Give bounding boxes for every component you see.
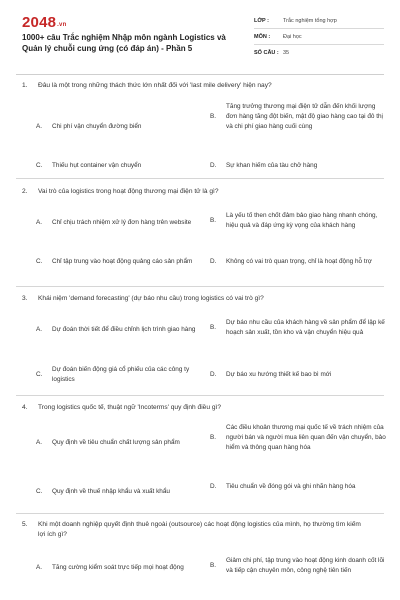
class-label: LỚP :	[254, 17, 269, 24]
option-text: Chi phí vận chuyển đường biển	[52, 123, 142, 130]
class-value: Trắc nghiệm tổng hợp	[283, 17, 337, 24]
option-letter: A.	[36, 219, 43, 226]
option-letter: B.	[210, 324, 217, 331]
logo-main: 2048	[22, 14, 57, 31]
option-letter: C.	[36, 488, 43, 495]
document-header	[0, 0, 400, 76]
question-3	[22, 294, 367, 304]
option-d[interactable]	[210, 482, 388, 492]
option-a[interactable]	[36, 438, 207, 448]
option-text: Giảm chi phí, tập trung vào hoạt động kinh doanh cốt lõi và tiếp cận chuyên môn, công nghệ tiên tiến	[226, 557, 385, 574]
option-c[interactable]	[36, 487, 207, 497]
option-letter: A.	[36, 564, 43, 571]
subject-label: MÔN :	[254, 33, 271, 40]
option-a[interactable]	[36, 218, 207, 228]
question-divider	[16, 395, 384, 396]
option-letter: C.	[36, 258, 43, 265]
meta-row-subject	[254, 29, 384, 45]
count-label: SỐ CÂU :	[254, 50, 279, 56]
option-text: Các điều khoản thương mại quốc tế về trách nhiệm của người bán và người mua liên quan đến vận chuyển, bảo hiểm và thông quan hàng hóa	[226, 424, 386, 451]
question-text: Vai trò của logistics trong hoạt động thương mại điện tử là gì?	[38, 188, 219, 195]
question-5	[22, 520, 367, 540]
option-letter: D.	[210, 371, 217, 378]
option-letter: C.	[36, 162, 43, 169]
option-text: Không có vai trò quan trọng, chỉ là hoạt động hỗ trợ	[226, 258, 372, 265]
option-c[interactable]	[36, 161, 207, 171]
logo[interactable]	[22, 14, 66, 31]
option-text: Là yếu tố then chốt đảm bảo giao hàng nhanh chóng, hiệu quả và đáp ứng kỳ vọng của khách hàng	[226, 212, 378, 229]
question-number: 1.	[22, 82, 28, 89]
option-text: Tăng trưởng thương mại điện tử dẫn đến khối lượng đơn hàng tăng đột biến, mật độ giao hàng cao tại đô thị và chi phí giao hàng cuối cùng	[226, 103, 383, 130]
count-value: 35	[283, 50, 290, 56]
option-b[interactable]	[210, 556, 388, 576]
option-b[interactable]	[210, 211, 388, 231]
meta-table	[254, 13, 384, 61]
option-text: Dự đoán thời tiết để điều chỉnh lịch trình giao hàng	[52, 326, 196, 333]
option-letter: C.	[36, 371, 43, 378]
option-letter: D.	[210, 258, 217, 265]
option-letter: A.	[36, 326, 43, 333]
option-text: Chỉ chịu trách nhiệm xử lý đơn hàng trên website	[52, 219, 192, 226]
question-divider	[16, 178, 384, 179]
header-divider	[16, 74, 384, 75]
question-2	[22, 187, 367, 197]
option-text: Tăng cường kiểm soát trực tiếp mọi hoạt động	[52, 564, 184, 571]
option-d[interactable]	[210, 257, 388, 267]
option-letter: B.	[210, 113, 217, 120]
option-c[interactable]	[36, 257, 207, 267]
question-text: Khái niệm 'demand forecasting' (dự báo nhu cầu) trong logistics có vai trò gì?	[38, 295, 264, 302]
option-b[interactable]	[210, 102, 388, 132]
option-c[interactable]	[36, 365, 207, 385]
question-number: 5.	[22, 521, 28, 528]
question-number: 4.	[22, 404, 28, 411]
option-letter: D.	[210, 162, 217, 169]
question-text: Đâu là một trong những thách thức lớn nhất đối với 'last mile delivery' hiện nay?	[38, 82, 272, 89]
option-text: Quy định về thuế nhập khẩu và xuất khẩu	[52, 488, 170, 495]
option-text: Dự báo nhu cầu của khách hàng về sản phẩm để lập kế hoạch sản xuất, tồn kho và vận chuyển hiệu quả	[226, 319, 385, 336]
option-letter: A.	[36, 123, 43, 130]
option-text: Dự báo xu hướng thiết kế bao bì mới	[226, 371, 332, 378]
option-a[interactable]	[36, 325, 207, 335]
question-divider	[16, 286, 384, 287]
question-1	[22, 81, 367, 91]
option-letter: B.	[210, 562, 217, 569]
question-4	[22, 403, 367, 413]
option-d[interactable]	[210, 370, 388, 380]
logo-tld: .vn	[57, 22, 67, 28]
option-letter: B.	[210, 434, 217, 441]
option-letter: B.	[210, 217, 217, 224]
meta-row-class	[254, 13, 384, 29]
meta-row-count	[254, 45, 384, 61]
option-a[interactable]	[36, 122, 207, 132]
option-text: Quy định về tiêu chuẩn chất lượng sản phẩm	[52, 439, 180, 446]
option-text: Dự đoán biến động giá cổ phiếu của các công ty logistics	[52, 366, 190, 383]
option-a[interactable]	[36, 563, 207, 573]
document-title: 1000+ câu Trắc nghiệm Nhập môn ngành Logistics và Quản lý chuỗi cung ứng (có đáp án) - Phần 5	[22, 33, 226, 53]
question-text: Trong logistics quốc tế, thuật ngữ 'Incoterms' quy định điều gì?	[38, 404, 221, 411]
option-text: Sự khan hiếm của tàu chở hàng	[226, 162, 318, 169]
question-number: 2.	[22, 188, 28, 195]
option-text: Chỉ tập trung vào hoạt động quảng cáo sản phẩm	[52, 258, 193, 265]
question-text: Khi một doanh nghiệp quyết định thuê ngoài (outsource) các hoạt động logistics của mình, họ thường tìm kiếm lợi ích gì?	[38, 521, 361, 538]
option-b[interactable]	[210, 318, 388, 338]
option-letter: D.	[210, 483, 217, 490]
option-text: Tiêu chuẩn về đóng gói và ghi nhãn hàng hóa	[226, 483, 356, 490]
question-number: 3.	[22, 295, 28, 302]
question-divider	[16, 513, 384, 514]
option-b[interactable]	[210, 423, 388, 453]
option-text: Thiếu hụt container vận chuyển	[52, 162, 142, 169]
subject-value: Đại học	[283, 33, 302, 40]
option-d[interactable]	[210, 161, 388, 171]
option-letter: A.	[36, 439, 43, 446]
